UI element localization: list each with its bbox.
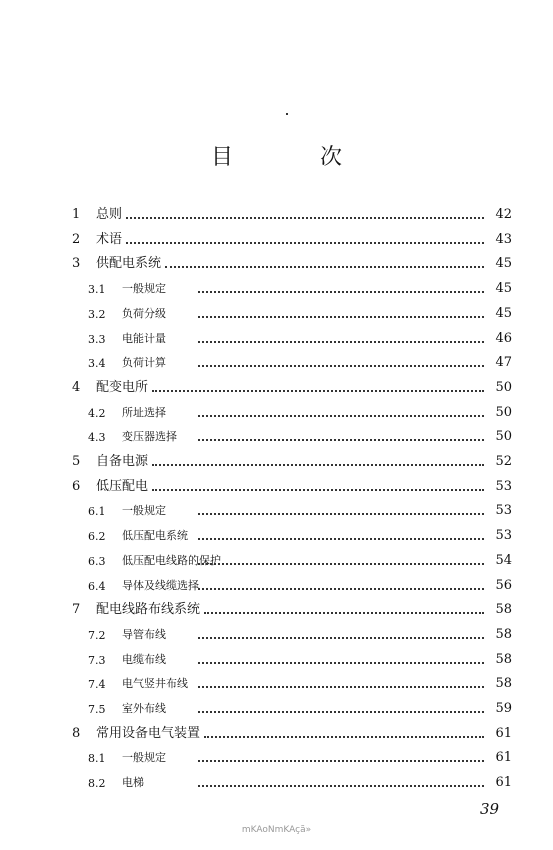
toc-entry bbox=[72, 743, 512, 765]
toc-entry bbox=[72, 324, 512, 346]
toc-dot-leader bbox=[198, 784, 484, 787]
toc-entry-label: 负荷分级 bbox=[122, 306, 166, 320]
page-title: 目 次 bbox=[211, 145, 382, 170]
toc-entry-number: 6.2 bbox=[88, 530, 106, 544]
toc-entry bbox=[72, 249, 512, 271]
toc-entry bbox=[72, 299, 512, 321]
toc-entry-page: 50 bbox=[495, 379, 512, 395]
toc-entry-page: 50 bbox=[495, 429, 512, 445]
toc-entry-number: 6.4 bbox=[88, 579, 106, 593]
toc-entry-number: 4.3 bbox=[88, 431, 106, 445]
toc-entry-page: 53 bbox=[495, 478, 512, 494]
toc-entry-number: 7 bbox=[72, 602, 81, 618]
toc-entry-page: 43 bbox=[495, 231, 512, 247]
toc-entry-number: 3.3 bbox=[88, 332, 106, 346]
toc-dot-leader bbox=[204, 611, 484, 614]
toc-entry-label: 电气竖井布线 bbox=[122, 677, 188, 691]
toc-entry-label: 低压配电系统 bbox=[122, 529, 188, 543]
toc-entry-label: 一般规定 bbox=[122, 282, 166, 296]
toc-entry-label: 导管布线 bbox=[122, 627, 166, 641]
toc-entry-label: 低压配电 bbox=[96, 478, 149, 494]
toc-entry-page: 61 bbox=[495, 725, 512, 741]
toc-dot-leader bbox=[204, 735, 484, 738]
toc-entry-page: 61 bbox=[495, 775, 512, 791]
toc-entry-number: 4 bbox=[72, 379, 81, 395]
toc-entry bbox=[72, 768, 512, 790]
toc-entry-label: 供配电系统 bbox=[96, 256, 162, 272]
toc-entry-number: 4.2 bbox=[88, 406, 106, 420]
toc-entry bbox=[72, 398, 512, 420]
page-number: 39 bbox=[480, 800, 500, 818]
toc-entry-number: 8.2 bbox=[88, 777, 106, 791]
toc-entry-page: 47 bbox=[495, 355, 512, 371]
toc-entry-label: 电能计量 bbox=[122, 331, 166, 345]
toc-dot-leader bbox=[165, 265, 484, 268]
toc-entry-page: 45 bbox=[495, 305, 512, 321]
toc-entry-page: 46 bbox=[495, 330, 512, 346]
toc-entry bbox=[72, 645, 512, 667]
toc-entry-number: 7.2 bbox=[88, 628, 106, 642]
toc-dot-leader bbox=[198, 414, 484, 417]
toc-dot-leader bbox=[152, 389, 484, 392]
toc-entry-page: 56 bbox=[495, 577, 512, 593]
toc-dot-leader bbox=[198, 710, 484, 713]
toc-dot-leader bbox=[198, 512, 484, 515]
toc-dot-leader bbox=[198, 438, 484, 441]
toc-entry-page: 59 bbox=[495, 701, 512, 716]
toc-entry-page: 52 bbox=[495, 454, 512, 469]
toc-entry-label: 术语 bbox=[96, 231, 123, 247]
toc-entry-page: 45 bbox=[495, 256, 512, 272]
toc-dot-leader bbox=[198, 290, 484, 293]
toc-entry-page: 61 bbox=[495, 750, 512, 766]
toc-entry-page: 58 bbox=[495, 602, 512, 618]
toc-entry-label: 负荷计算 bbox=[122, 356, 166, 370]
toc-dot-leader bbox=[198, 759, 484, 762]
toc-entry-label: 室外布线 bbox=[122, 702, 166, 715]
toc-entry-number: 7.3 bbox=[88, 653, 106, 667]
toc-dot-leader bbox=[152, 463, 484, 466]
toc-dot-leader bbox=[198, 587, 484, 590]
toc-dot-leader bbox=[198, 364, 484, 367]
toc-entry bbox=[72, 348, 512, 370]
toc-entry-label: 一般规定 bbox=[122, 504, 166, 518]
toc-entry-label: 变压器选择 bbox=[122, 430, 177, 444]
toc-entry-number: 5 bbox=[72, 454, 81, 469]
toc-entry-page: 54 bbox=[495, 552, 512, 568]
toc-entry-page: 58 bbox=[495, 676, 512, 692]
toc-dot-leader bbox=[198, 340, 484, 343]
toc-entry-number: 6.3 bbox=[88, 554, 106, 568]
toc-entry-label: 配电线路布线系统 bbox=[96, 602, 201, 618]
toc-entry bbox=[72, 719, 512, 741]
toc-entry-number: 3.2 bbox=[88, 307, 106, 321]
toc-dot-leader bbox=[152, 488, 484, 491]
toc-dot-leader bbox=[198, 562, 484, 565]
toc-entry-label: 导体及线缆选择 bbox=[122, 578, 199, 592]
toc-entry bbox=[72, 694, 512, 716]
toc-entry-number: 3.1 bbox=[88, 283, 106, 297]
toc-entry bbox=[72, 373, 512, 395]
toc-entry bbox=[72, 422, 512, 444]
toc-entry-number: 7.4 bbox=[88, 678, 106, 692]
toc-entry-number: 8 bbox=[72, 725, 81, 741]
toc-entry bbox=[72, 274, 512, 296]
toc-dot-leader bbox=[198, 315, 484, 318]
toc-entry-page: 50 bbox=[495, 404, 512, 420]
toc-entry-number: 6 bbox=[72, 478, 81, 494]
toc-entry bbox=[72, 546, 512, 568]
toc-entry-label: 自备电源 bbox=[96, 454, 149, 469]
toc-entry bbox=[72, 447, 512, 469]
scan-speck bbox=[286, 113, 288, 115]
toc-dot-leader bbox=[126, 216, 484, 219]
toc-entry-page: 53 bbox=[495, 503, 512, 519]
toc-entry-page: 45 bbox=[495, 281, 512, 297]
toc-dot-leader bbox=[198, 636, 484, 639]
toc-entry-label: 电梯 bbox=[122, 776, 144, 790]
toc-entry-page: 58 bbox=[495, 651, 512, 667]
toc-entry bbox=[72, 595, 512, 617]
toc-entry bbox=[72, 669, 512, 691]
toc-entry-page: 42 bbox=[495, 207, 512, 222]
toc-entry-label: 电缆布线 bbox=[122, 652, 166, 666]
toc-entry bbox=[72, 521, 512, 543]
toc-dot-leader bbox=[198, 685, 484, 688]
toc-dot-leader bbox=[198, 661, 484, 664]
toc-entry bbox=[72, 620, 512, 642]
toc-entry-number: 6.1 bbox=[88, 505, 106, 519]
toc-dot-leader bbox=[198, 537, 484, 540]
toc-entry-page: 58 bbox=[495, 626, 512, 642]
toc-entry bbox=[72, 472, 512, 494]
toc-entry-label: 常用设备电气装置 bbox=[96, 725, 201, 741]
toc-entry-number: 2 bbox=[72, 231, 81, 247]
toc-entry-page: 53 bbox=[495, 528, 512, 544]
toc-entry-label: 一般规定 bbox=[122, 751, 166, 765]
toc-entry-number: 7.5 bbox=[88, 703, 106, 716]
toc-entry bbox=[72, 200, 512, 222]
toc-entry-label: 所址选择 bbox=[122, 405, 166, 419]
toc-entry-number: 3.4 bbox=[88, 357, 106, 371]
toc-entry bbox=[72, 571, 512, 593]
toc-entry-number: 3 bbox=[72, 256, 81, 272]
toc-entry-label: 低压配电线路的保护 bbox=[122, 553, 221, 567]
toc-entry-label: 总则 bbox=[96, 207, 123, 222]
toc-entry-number: 8.1 bbox=[88, 752, 106, 766]
toc-entry bbox=[72, 496, 512, 518]
toc-entry-number: 1 bbox=[72, 207, 81, 222]
toc-entry-label: 配变电所 bbox=[96, 379, 149, 395]
toc-dot-leader bbox=[126, 241, 484, 244]
footer-watermark: mKAoNmKAçã» bbox=[241, 825, 312, 835]
toc-entry bbox=[72, 225, 512, 247]
